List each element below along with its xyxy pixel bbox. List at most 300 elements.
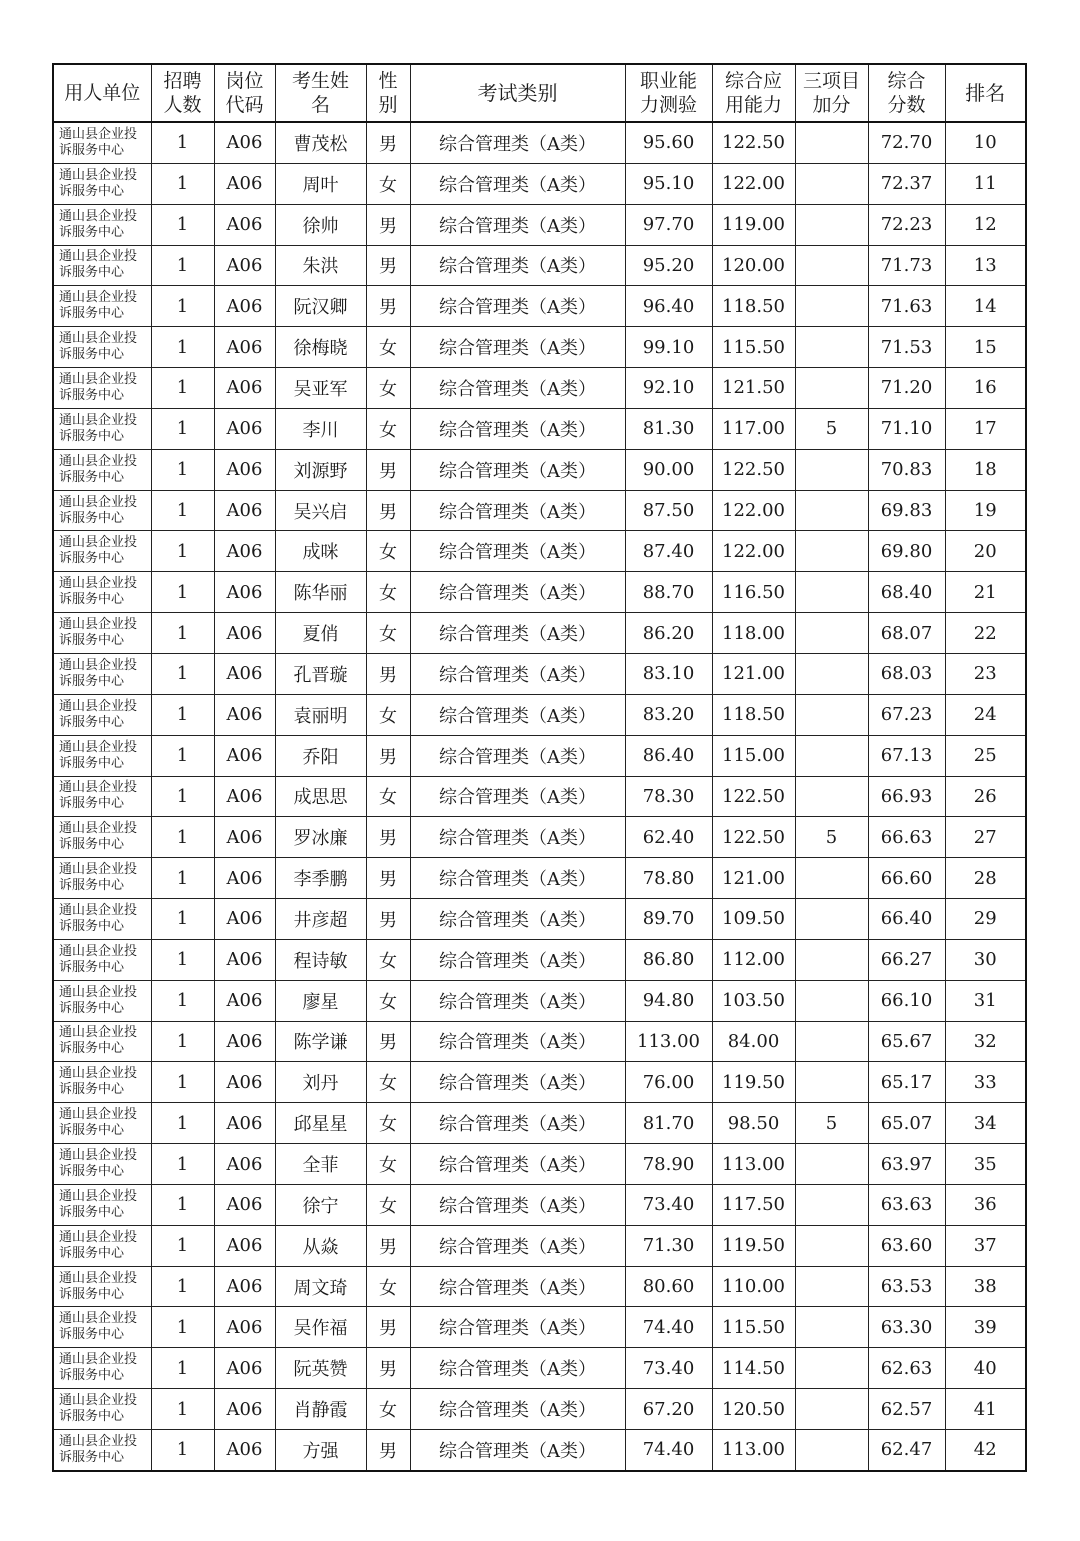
cell-bonus: [795, 122, 868, 163]
table-row: [53, 1430, 1026, 1471]
cell-hires: 1: [151, 613, 214, 654]
cell-hires: 1: [151, 327, 214, 368]
cell-exam-type: 综合管理类（A类）: [410, 408, 625, 449]
cell-ability: 78.30: [625, 776, 712, 817]
cell-exam-type: 综合管理类（A类）: [410, 817, 625, 858]
cell-applied: 112.00: [712, 939, 795, 980]
table-row: [53, 1144, 1026, 1185]
cell-total: 66.93: [868, 776, 945, 817]
cell-gender: 男: [366, 1021, 410, 1062]
cell-total: 65.67: [868, 1021, 945, 1062]
cell-name: 从焱: [275, 1225, 366, 1266]
cell-ability: 83.10: [625, 653, 712, 694]
cell-bonus: [795, 1389, 868, 1430]
cell-rank: 29: [945, 899, 1026, 940]
cell-code: A06: [214, 286, 275, 327]
cell-name: 陈华丽: [275, 572, 366, 613]
cell-hires: 1: [151, 1184, 214, 1225]
cell-hires: 1: [151, 1430, 214, 1471]
cell-unit: 通山县企业投 诉服务中心: [53, 1348, 151, 1389]
cell-unit: 通山县企业投 诉服务中心: [53, 939, 151, 980]
cell-rank: 18: [945, 449, 1026, 490]
cell-unit: 通山县企业投 诉服务中心: [53, 776, 151, 817]
cell-exam-type: 综合管理类（A类）: [410, 1062, 625, 1103]
cell-ability: 89.70: [625, 899, 712, 940]
cell-rank: 12: [945, 204, 1026, 245]
cell-gender: 男: [366, 1348, 410, 1389]
cell-bonus: [795, 1307, 868, 1348]
cell-total: 66.27: [868, 939, 945, 980]
cell-code: A06: [214, 122, 275, 163]
cell-ability: 78.80: [625, 858, 712, 899]
cell-code: A06: [214, 1144, 275, 1185]
cell-unit: 通山县企业投 诉服务中心: [53, 408, 151, 449]
cell-unit: 通山县企业投 诉服务中心: [53, 572, 151, 613]
cell-code: A06: [214, 204, 275, 245]
cell-ability: 73.40: [625, 1348, 712, 1389]
cell-bonus: [795, 694, 868, 735]
cell-bonus: [795, 368, 868, 409]
cell-rank: 20: [945, 531, 1026, 572]
header-ability: 职业能 力测验: [625, 64, 712, 122]
cell-rank: 32: [945, 1021, 1026, 1062]
cell-gender: 男: [366, 122, 410, 163]
cell-applied: 110.00: [712, 1266, 795, 1307]
cell-total: 68.40: [868, 572, 945, 613]
cell-applied: 120.50: [712, 1389, 795, 1430]
cell-gender: 女: [366, 1062, 410, 1103]
cell-exam-type: 综合管理类（A类）: [410, 204, 625, 245]
cell-bonus: [795, 1348, 868, 1389]
cell-hires: 1: [151, 817, 214, 858]
cell-name: 成思思: [275, 776, 366, 817]
cell-bonus: [795, 1062, 868, 1103]
table-row: [53, 980, 1026, 1021]
cell-exam-type: 综合管理类（A类）: [410, 286, 625, 327]
cell-exam-type: 综合管理类（A类）: [410, 1184, 625, 1225]
cell-ability: 94.80: [625, 980, 712, 1021]
cell-hires: 1: [151, 368, 214, 409]
cell-total: 62.57: [868, 1389, 945, 1430]
cell-code: A06: [214, 980, 275, 1021]
cell-hires: 1: [151, 286, 214, 327]
cell-total: 67.13: [868, 735, 945, 776]
cell-name: 李季鹏: [275, 858, 366, 899]
cell-ability: 95.60: [625, 122, 712, 163]
header-total: 综合 分数: [868, 64, 945, 122]
table-row: [53, 858, 1026, 899]
cell-unit: 通山县企业投 诉服务中心: [53, 368, 151, 409]
cell-bonus: [795, 449, 868, 490]
cell-ability: 81.30: [625, 408, 712, 449]
cell-hires: 1: [151, 1144, 214, 1185]
cell-ability: 88.70: [625, 572, 712, 613]
cell-rank: 16: [945, 368, 1026, 409]
cell-applied: 109.50: [712, 899, 795, 940]
cell-exam-type: 综合管理类（A类）: [410, 858, 625, 899]
cell-bonus: [795, 163, 868, 204]
cell-unit: 通山县企业投 诉服务中心: [53, 899, 151, 940]
table-row: [53, 653, 1026, 694]
table-row: [53, 449, 1026, 490]
cell-exam-type: 综合管理类（A类）: [410, 653, 625, 694]
cell-hires: 1: [151, 899, 214, 940]
cell-bonus: [795, 939, 868, 980]
cell-exam-type: 综合管理类（A类）: [410, 490, 625, 531]
cell-applied: 119.50: [712, 1225, 795, 1266]
table-row: [53, 1225, 1026, 1266]
cell-rank: 15: [945, 327, 1026, 368]
cell-ability: 78.90: [625, 1144, 712, 1185]
cell-code: A06: [214, 858, 275, 899]
cell-bonus: [795, 204, 868, 245]
cell-rank: 27: [945, 817, 1026, 858]
cell-rank: 28: [945, 858, 1026, 899]
table-row: [53, 1389, 1026, 1430]
cell-ability: 74.40: [625, 1307, 712, 1348]
cell-applied: 116.50: [712, 572, 795, 613]
cell-bonus: [795, 613, 868, 654]
cell-code: A06: [214, 939, 275, 980]
cell-unit: 通山县企业投 诉服务中心: [53, 531, 151, 572]
cell-code: A06: [214, 899, 275, 940]
cell-gender: 女: [366, 163, 410, 204]
cell-hires: 1: [151, 490, 214, 531]
cell-gender: 女: [366, 327, 410, 368]
cell-unit: 通山县企业投 诉服务中心: [53, 327, 151, 368]
cell-code: A06: [214, 1307, 275, 1348]
cell-bonus: [795, 531, 868, 572]
cell-gender: 女: [366, 1266, 410, 1307]
cell-gender: 女: [366, 531, 410, 572]
cell-hires: 1: [151, 1307, 214, 1348]
cell-total: 63.97: [868, 1144, 945, 1185]
cell-rank: 17: [945, 408, 1026, 449]
cell-total: 71.10: [868, 408, 945, 449]
cell-unit: 通山县企业投 诉服务中心: [53, 653, 151, 694]
cell-code: A06: [214, 163, 275, 204]
cell-hires: 1: [151, 204, 214, 245]
cell-gender: 男: [366, 286, 410, 327]
cell-bonus: [795, 980, 868, 1021]
cell-applied: 122.00: [712, 163, 795, 204]
cell-total: 71.53: [868, 327, 945, 368]
cell-applied: 115.50: [712, 1307, 795, 1348]
cell-unit: 通山县企业投 诉服务中心: [53, 1184, 151, 1225]
cell-gender: 男: [366, 1225, 410, 1266]
cell-unit: 通山县企业投 诉服务中心: [53, 980, 151, 1021]
cell-name: 全菲: [275, 1144, 366, 1185]
cell-code: A06: [214, 653, 275, 694]
cell-exam-type: 综合管理类（A类）: [410, 694, 625, 735]
cell-total: 63.63: [868, 1184, 945, 1225]
cell-bonus: [795, 735, 868, 776]
cell-name: 邱星星: [275, 1103, 366, 1144]
cell-name: 曹茂松: [275, 122, 366, 163]
cell-rank: 25: [945, 735, 1026, 776]
cell-exam-type: 综合管理类（A类）: [410, 245, 625, 286]
table-row: [53, 490, 1026, 531]
cell-exam-type: 综合管理类（A类）: [410, 449, 625, 490]
cell-ability: 80.60: [625, 1266, 712, 1307]
table-body: [53, 122, 1026, 1471]
cell-rank: 30: [945, 939, 1026, 980]
header-name: 考生姓 名: [275, 64, 366, 122]
cell-bonus: [795, 776, 868, 817]
header-hires: 招聘 人数: [151, 64, 214, 122]
cell-hires: 1: [151, 1225, 214, 1266]
cell-code: A06: [214, 490, 275, 531]
cell-bonus: [795, 490, 868, 531]
cell-rank: 41: [945, 1389, 1026, 1430]
cell-name: 成咪: [275, 531, 366, 572]
cell-name: 井彦超: [275, 899, 366, 940]
cell-applied: 121.50: [712, 368, 795, 409]
header-gender: 性 别: [366, 64, 410, 122]
cell-exam-type: 综合管理类（A类）: [410, 1430, 625, 1471]
cell-ability: 62.40: [625, 817, 712, 858]
cell-unit: 通山县企业投 诉服务中心: [53, 163, 151, 204]
cell-total: 63.60: [868, 1225, 945, 1266]
cell-applied: 119.00: [712, 204, 795, 245]
table-row: [53, 1062, 1026, 1103]
cell-exam-type: 综合管理类（A类）: [410, 572, 625, 613]
cell-gender: 女: [366, 980, 410, 1021]
cell-unit: 通山县企业投 诉服务中心: [53, 735, 151, 776]
cell-gender: 男: [366, 245, 410, 286]
cell-applied: 122.50: [712, 776, 795, 817]
cell-bonus: [795, 1144, 868, 1185]
cell-name: 肖静霞: [275, 1389, 366, 1430]
cell-exam-type: 综合管理类（A类）: [410, 1389, 625, 1430]
cell-exam-type: 综合管理类（A类）: [410, 735, 625, 776]
cell-hires: 1: [151, 572, 214, 613]
cell-code: A06: [214, 368, 275, 409]
cell-applied: 118.50: [712, 286, 795, 327]
header-exam-type: 考试类别: [410, 64, 625, 122]
cell-name: 罗冰廉: [275, 817, 366, 858]
cell-hires: 1: [151, 858, 214, 899]
cell-rank: 13: [945, 245, 1026, 286]
cell-code: A06: [214, 1389, 275, 1430]
cell-code: A06: [214, 408, 275, 449]
cell-total: 68.07: [868, 613, 945, 654]
cell-code: A06: [214, 1348, 275, 1389]
header-row: [53, 64, 1026, 122]
cell-bonus: [795, 653, 868, 694]
cell-ability: 99.10: [625, 327, 712, 368]
cell-gender: 男: [366, 817, 410, 858]
cell-bonus: [795, 899, 868, 940]
cell-rank: 21: [945, 572, 1026, 613]
cell-applied: 103.50: [712, 980, 795, 1021]
cell-ability: 95.20: [625, 245, 712, 286]
cell-name: 周文琦: [275, 1266, 366, 1307]
cell-ability: 90.00: [625, 449, 712, 490]
cell-bonus: [795, 245, 868, 286]
cell-applied: 98.50: [712, 1103, 795, 1144]
table-row: [53, 163, 1026, 204]
cell-rank: 37: [945, 1225, 1026, 1266]
cell-gender: 男: [366, 735, 410, 776]
cell-hires: 1: [151, 1062, 214, 1103]
cell-total: 66.10: [868, 980, 945, 1021]
cell-unit: 通山县企业投 诉服务中心: [53, 286, 151, 327]
cell-total: 62.47: [868, 1430, 945, 1471]
cell-code: A06: [214, 776, 275, 817]
cell-unit: 通山县企业投 诉服务中心: [53, 204, 151, 245]
cell-total: 63.53: [868, 1266, 945, 1307]
cell-bonus: [795, 286, 868, 327]
cell-exam-type: 综合管理类（A类）: [410, 122, 625, 163]
cell-total: 69.80: [868, 531, 945, 572]
cell-name: 徐宁: [275, 1184, 366, 1225]
cell-ability: 87.50: [625, 490, 712, 531]
cell-total: 71.20: [868, 368, 945, 409]
cell-unit: 通山县企业投 诉服务中心: [53, 1266, 151, 1307]
cell-bonus: [795, 572, 868, 613]
table-row: [53, 327, 1026, 368]
table-row: [53, 694, 1026, 735]
cell-total: 68.03: [868, 653, 945, 694]
cell-code: A06: [214, 613, 275, 654]
table-row: [53, 122, 1026, 163]
cell-applied: 113.00: [712, 1430, 795, 1471]
cell-applied: 84.00: [712, 1021, 795, 1062]
cell-applied: 122.00: [712, 490, 795, 531]
table-row: [53, 1266, 1026, 1307]
cell-exam-type: 综合管理类（A类）: [410, 776, 625, 817]
cell-gender: 男: [366, 1307, 410, 1348]
cell-unit: 通山县企业投 诉服务中心: [53, 122, 151, 163]
cell-exam-type: 综合管理类（A类）: [410, 531, 625, 572]
table-row: [53, 245, 1026, 286]
cell-ability: 113.00: [625, 1021, 712, 1062]
cell-rank: 24: [945, 694, 1026, 735]
cell-name: 方强: [275, 1430, 366, 1471]
table-row: [53, 1021, 1026, 1062]
cell-unit: 通山县企业投 诉服务中心: [53, 1225, 151, 1266]
cell-applied: 117.50: [712, 1184, 795, 1225]
cell-hires: 1: [151, 776, 214, 817]
cell-gender: 女: [366, 694, 410, 735]
cell-total: 66.40: [868, 899, 945, 940]
cell-ability: 87.40: [625, 531, 712, 572]
cell-name: 徐帅: [275, 204, 366, 245]
cell-code: A06: [214, 1062, 275, 1103]
cell-total: 62.63: [868, 1348, 945, 1389]
cell-name: 袁丽明: [275, 694, 366, 735]
header-bonus: 三项目 加分: [795, 64, 868, 122]
cell-rank: 34: [945, 1103, 1026, 1144]
cell-exam-type: 综合管理类（A类）: [410, 163, 625, 204]
cell-unit: 通山县企业投 诉服务中心: [53, 1430, 151, 1471]
cell-total: 65.07: [868, 1103, 945, 1144]
cell-code: A06: [214, 449, 275, 490]
cell-gender: 女: [366, 776, 410, 817]
cell-unit: 通山县企业投 诉服务中心: [53, 1021, 151, 1062]
cell-rank: 35: [945, 1144, 1026, 1185]
cell-gender: 女: [366, 408, 410, 449]
cell-applied: 120.00: [712, 245, 795, 286]
header-unit: 用人单位: [53, 64, 151, 122]
table-row: [53, 572, 1026, 613]
cell-hires: 1: [151, 122, 214, 163]
cell-hires: 1: [151, 408, 214, 449]
cell-hires: 1: [151, 1103, 214, 1144]
cell-exam-type: 综合管理类（A类）: [410, 939, 625, 980]
cell-exam-type: 综合管理类（A类）: [410, 1348, 625, 1389]
cell-hires: 1: [151, 531, 214, 572]
cell-name: 廖星: [275, 980, 366, 1021]
cell-applied: 122.00: [712, 531, 795, 572]
table-row: [53, 1348, 1026, 1389]
cell-name: 刘源野: [275, 449, 366, 490]
cell-rank: 14: [945, 286, 1026, 327]
cell-gender: 男: [366, 653, 410, 694]
cell-hires: 1: [151, 1021, 214, 1062]
cell-name: 夏俏: [275, 613, 366, 654]
cell-applied: 114.50: [712, 1348, 795, 1389]
cell-name: 吴亚军: [275, 368, 366, 409]
cell-total: 67.23: [868, 694, 945, 735]
cell-ability: 71.30: [625, 1225, 712, 1266]
cell-unit: 通山县企业投 诉服务中心: [53, 1062, 151, 1103]
cell-hires: 1: [151, 735, 214, 776]
cell-total: 72.70: [868, 122, 945, 163]
cell-bonus: [795, 1266, 868, 1307]
cell-applied: 113.00: [712, 1144, 795, 1185]
cell-applied: 115.00: [712, 735, 795, 776]
table-row: [53, 1307, 1026, 1348]
cell-ability: 81.70: [625, 1103, 712, 1144]
cell-hires: 1: [151, 1348, 214, 1389]
cell-name: 刘丹: [275, 1062, 366, 1103]
cell-bonus: [795, 1225, 868, 1266]
cell-bonus: [795, 327, 868, 368]
cell-code: A06: [214, 1103, 275, 1144]
cell-name: 周叶: [275, 163, 366, 204]
cell-bonus: 5: [795, 817, 868, 858]
cell-unit: 通山县企业投 诉服务中心: [53, 1144, 151, 1185]
table-row: [53, 776, 1026, 817]
cell-bonus: [795, 858, 868, 899]
cell-total: 66.60: [868, 858, 945, 899]
cell-rank: 19: [945, 490, 1026, 531]
cell-applied: 118.00: [712, 613, 795, 654]
table-row: [53, 939, 1026, 980]
cell-hires: 1: [151, 245, 214, 286]
cell-total: 69.83: [868, 490, 945, 531]
cell-name: 吴作福: [275, 1307, 366, 1348]
cell-code: A06: [214, 1225, 275, 1266]
cell-bonus: [795, 1021, 868, 1062]
cell-bonus: 5: [795, 408, 868, 449]
cell-unit: 通山县企业投 诉服务中心: [53, 858, 151, 899]
cell-rank: 36: [945, 1184, 1026, 1225]
cell-name: 阮汉卿: [275, 286, 366, 327]
cell-hires: 1: [151, 449, 214, 490]
cell-total: 71.63: [868, 286, 945, 327]
cell-total: 72.23: [868, 204, 945, 245]
cell-applied: 117.00: [712, 408, 795, 449]
cell-exam-type: 综合管理类（A类）: [410, 899, 625, 940]
cell-rank: 26: [945, 776, 1026, 817]
cell-hires: 1: [151, 939, 214, 980]
cell-gender: 女: [366, 1389, 410, 1430]
cell-rank: 42: [945, 1430, 1026, 1471]
cell-applied: 119.50: [712, 1062, 795, 1103]
